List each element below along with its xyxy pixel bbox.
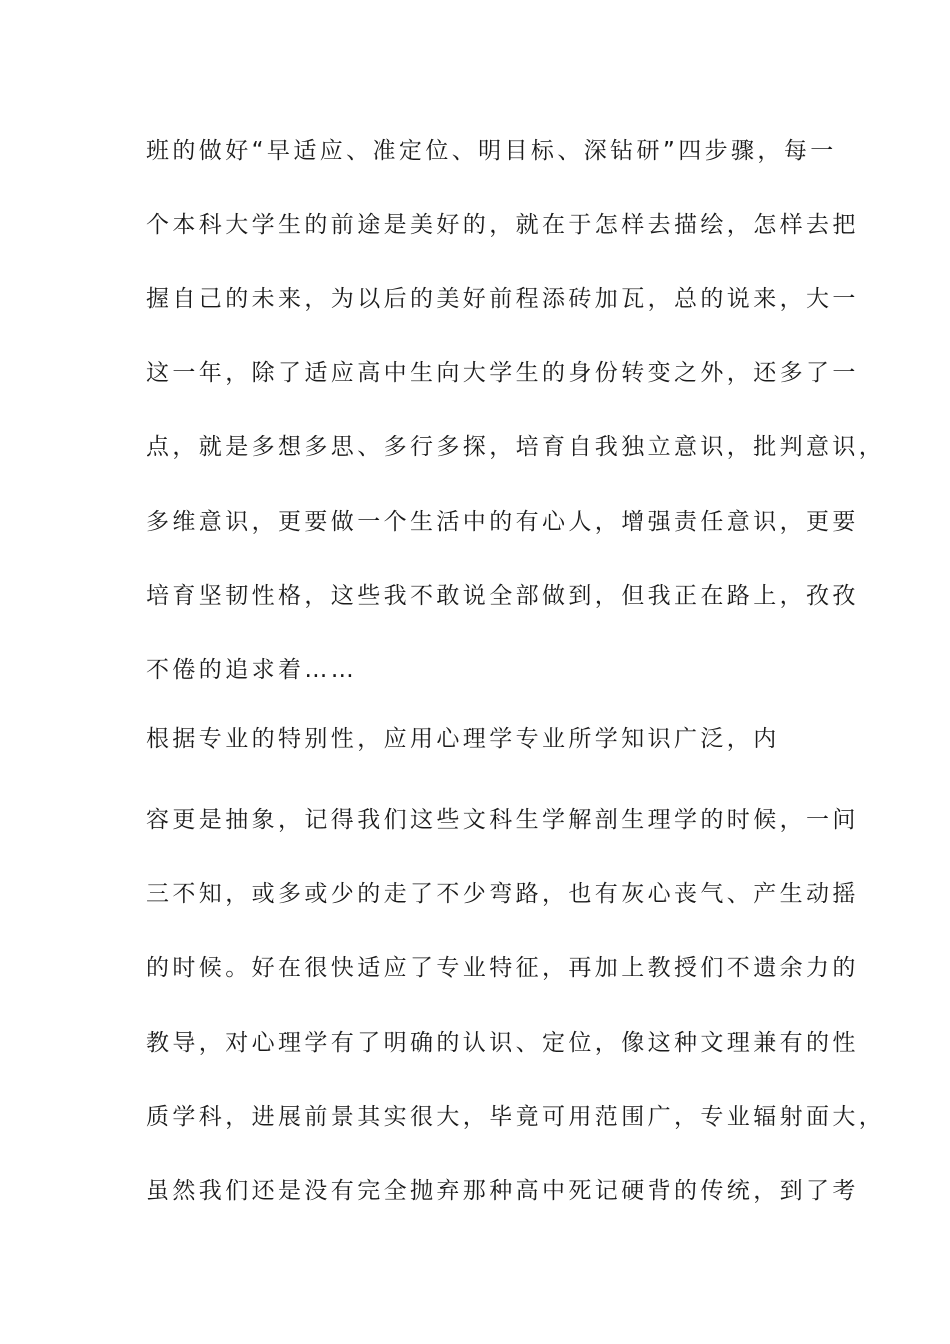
text-line: 三不知，或多或少的走了不少弯路，也有灰心丧气、产生动摇 bbox=[146, 881, 859, 907]
text-line: 多维意识，更要做一个生活中的有心人，增强责任意识，更要 bbox=[146, 509, 859, 535]
text-line: 不倦的追求着…… bbox=[146, 657, 358, 683]
text-line: 这一年，除了适应高中生向大学生的身份转变之外，还多了一 bbox=[146, 360, 859, 386]
text-line: 点，就是多想多思、多行多探，培育自我独立意识，批判意识， bbox=[146, 434, 886, 460]
text-line: 班的做好“早适应、准定位、明目标、深钻研”四步骤，每一 bbox=[146, 138, 837, 164]
text-line: 容更是抽象，记得我们这些文科生学解剖生理学的时候，一问 bbox=[146, 807, 859, 833]
text-line: 握自己的未来，为以后的美好前程添砖加瓦，总的说来，大一 bbox=[146, 286, 859, 312]
text-line: 教导，对心理学有了明确的认识、定位，像这种文理兼有的性 bbox=[146, 1030, 859, 1056]
text-line: 虽然我们还是没有完全抛弃那种高中死记硬背的传统，到了考 bbox=[146, 1178, 859, 1204]
text-line: 的时候。好在很快适应了专业特征，再加上教授们不遗余力的 bbox=[146, 955, 859, 981]
text-line: 根据专业的特别性，应用心理学专业所学知识广泛，内 bbox=[146, 726, 780, 752]
text-line: 质学科，进展前景其实很大，毕竟可用范围广，专业辐射面大， bbox=[146, 1104, 886, 1130]
text-line: 个本科大学生的前途是美好的，就在于怎样去描绘，怎样去把 bbox=[146, 212, 859, 238]
text-line: 培育坚韧性格，这些我不敢说全部做到，但我正在路上，孜孜 bbox=[146, 583, 859, 609]
